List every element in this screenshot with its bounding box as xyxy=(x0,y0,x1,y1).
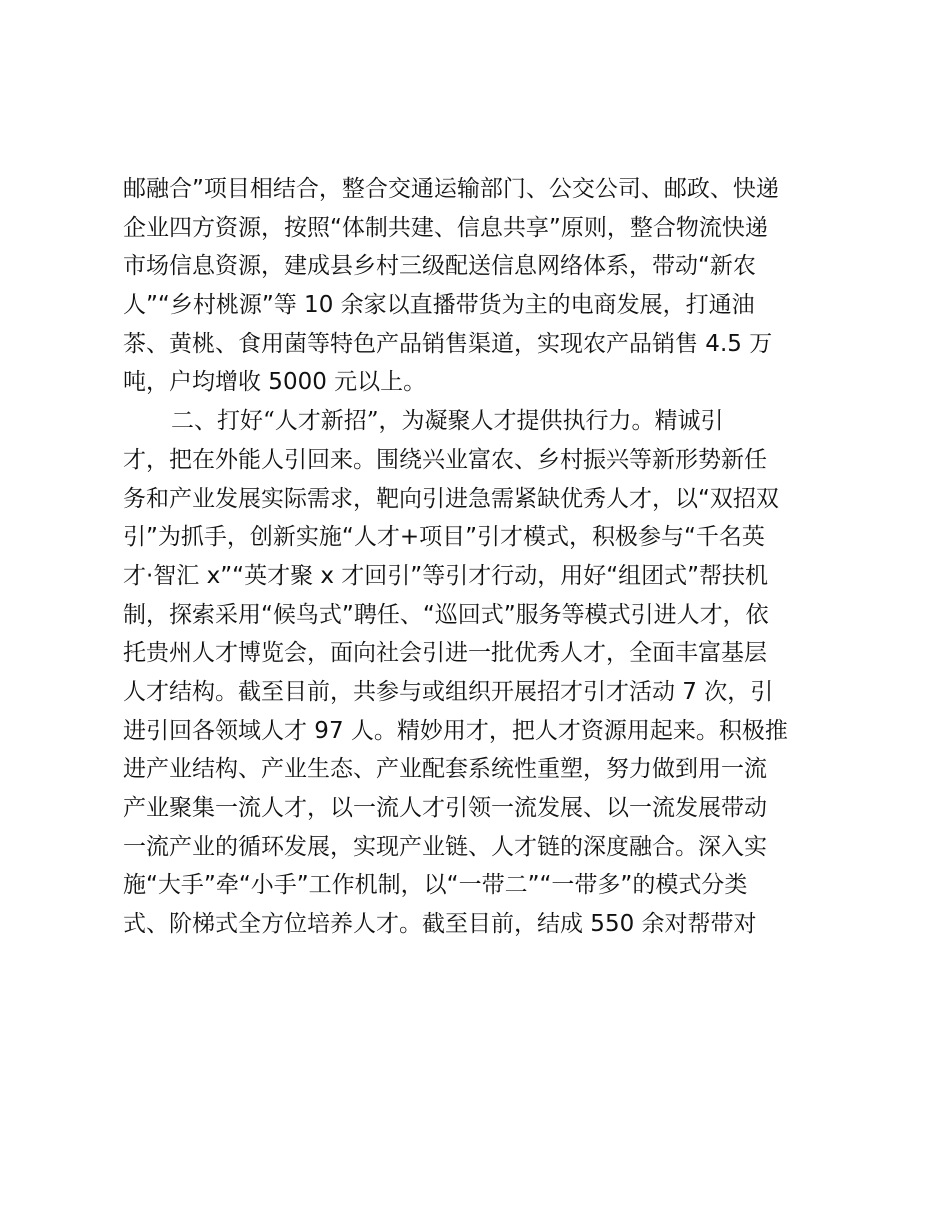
text-line: 才，把在外能人引回来。围绕兴业富农、乡村振兴等新形势新任 xyxy=(123,446,767,473)
text-line: 茶、黄桃、食用菌等特色产品销售渠道，实现农产品销售 4.5 万 xyxy=(123,330,773,357)
text-line: 才·智汇 x”“英才聚 x 才回引”等引才行动，用好“组团式”帮扶机 xyxy=(123,562,769,589)
text-line: 产业聚集一流人才，以一流人才引领一流发展、以一流发展带动 xyxy=(123,795,767,821)
text-line: 吨，户均增收 5000 元以上。 xyxy=(123,369,427,396)
text-line: 企业四方资源，按照“体制共建、信息共享”原则，整合物流快递 xyxy=(123,214,768,241)
text-line: 务和产业发展实际需求，靶向引进急需紧缺优秀人才，以“双招双 xyxy=(123,485,779,512)
text-line: 托贵州人才博览会，面向社会引进一批优秀人才，全面丰富基层 xyxy=(123,640,767,667)
text-line: 进产业结构、产业生态、产业配套系统性重塑，努力做到用一流 xyxy=(123,756,767,783)
text-line: 邮融合”项目相结合，整合交通运输部门、公交公司、邮政、快递 xyxy=(123,176,779,202)
text-line: 进引回各领域人才 97 人。精妙用才，把人才资源用起来。积极推 xyxy=(123,717,788,744)
text-line: 市场信息资源，建成县乡村三级配送信息网络体系，带动“新农 xyxy=(123,253,756,280)
text-line: 施“大手”牵“小手”工作机制，以“一带二”“一带多”的模式分类 xyxy=(123,872,748,899)
text-line: 人”“乡村桃源”等 10 余家以直播带货为主的电商发展，打通油 xyxy=(123,292,755,319)
text-line: 制，探索采用“候鸟式”聘任、“巡回式”服务等模式引进人才，依 xyxy=(123,601,769,628)
text-line: 引”为抓手，创新实施“人才+项目”引才模式，积极参与“千名英 xyxy=(123,524,765,551)
text-line: 一流产业的循环发展，实现产业链、人才链的深度融合。深入实 xyxy=(123,833,767,860)
document-body xyxy=(123,170,843,944)
text-line: 人才结构。截至目前，共参与或组织开展招才引才活动 7 次，引 xyxy=(123,678,774,705)
section-heading-line: 二、打好“人才新招”，为凝聚人才提供执行力。精诚引 xyxy=(171,408,724,435)
text-line: 式、阶梯式全方位培养人才。截至目前，结成 550 余对帮带对 xyxy=(123,911,757,938)
